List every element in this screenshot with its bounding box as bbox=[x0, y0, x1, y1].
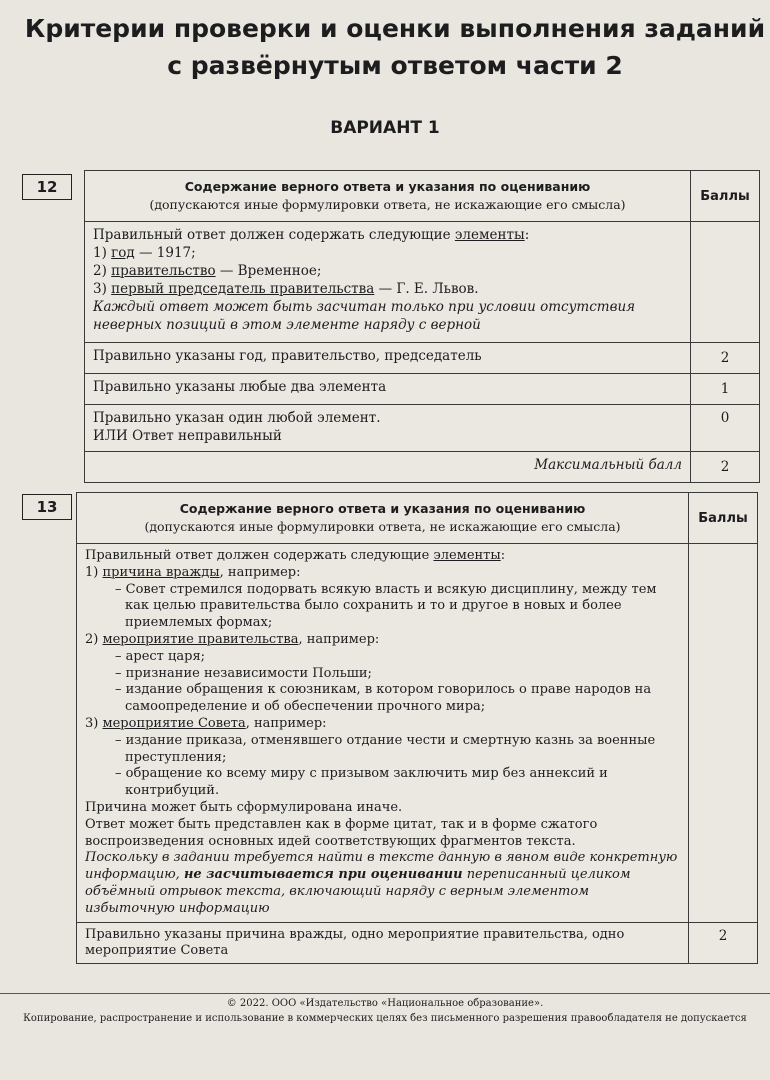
list-item: – обращение ко всему миру с призывом заключить мир без аннексий и контрибуций. bbox=[115, 766, 680, 800]
answer-element-3: 3) первый председатель правительства — Г. Е. Львов. bbox=[93, 281, 479, 297]
element-1-examples bbox=[85, 582, 680, 632]
table-header-row bbox=[77, 493, 758, 544]
answer-paragraph-3: Поскольку в задании требуется найти в тексте данную в явном виде конкретную информацию, не засчитывается при оценивании переписанный целиком объёмный отрывок текста, включающий наряду с верным элементом избыточную информацию bbox=[85, 850, 678, 916]
footer-copyright: © 2022. ООО «Издательство «Национальное образование». bbox=[226, 998, 544, 1009]
header-score-cell bbox=[691, 171, 760, 222]
list-item: – арест царя; bbox=[115, 649, 680, 666]
answer-element-2: 2) мероприятие правительства, например: bbox=[85, 631, 380, 647]
answer-score-empty bbox=[689, 544, 758, 923]
answer-intro: Правильный ответ должен содержать следующие элементы: bbox=[85, 548, 506, 563]
answer-content-cell bbox=[85, 222, 691, 343]
score-row bbox=[85, 405, 760, 452]
score-value: 2 bbox=[689, 922, 758, 963]
answer-paragraph-2: Ответ может быть представлен как в форме цитат, так и в форме сжатого воспроизведения основных идей соответствующих фрагментов текста. bbox=[85, 816, 598, 849]
max-score-row bbox=[85, 452, 760, 483]
max-score-label: Максимальный балл bbox=[85, 452, 691, 483]
footer bbox=[0, 998, 770, 1024]
list-item: – Совет стремился подорвать всякую власть и всякую дисциплину, между тем как целью правительства было сохранить и то и другое в новых и более приемлемых формах; bbox=[115, 582, 680, 632]
header-main: Содержание верного ответа и указания по оцениванию bbox=[179, 501, 586, 516]
list-item: – издание обращения к союзникам, в котором говорилось о праве народов на самоопределение и об обеспечении прочного мира; bbox=[115, 682, 680, 716]
list-item: – издание приказа, отменявшего отдание чести и смертную казнь за военные преступления; bbox=[115, 733, 680, 767]
score-row-text: Правильно указаны год, правительство, председатель bbox=[85, 343, 691, 374]
header-sub: (допускаются иные формулировки ответа, не искажающие его смысла) bbox=[144, 519, 621, 534]
answer-element-3: 3) мероприятие Совета, например: bbox=[85, 715, 327, 731]
element-3-examples bbox=[85, 733, 680, 800]
answer-content-row bbox=[77, 544, 758, 923]
list-item: – признание независимости Польши; bbox=[115, 666, 680, 683]
criteria-table-12 bbox=[84, 170, 760, 483]
header-score-cell bbox=[689, 493, 758, 544]
task-number-12: 12 bbox=[22, 174, 72, 200]
footer-notice: Копирование, распространение и использование в коммерческих целях без письменного разрешения правообладателя не допускается bbox=[23, 1013, 747, 1024]
header-main: Содержание верного ответа и указания по оцениванию bbox=[184, 179, 591, 194]
score-value: 0 bbox=[691, 405, 760, 452]
page-title bbox=[20, 10, 770, 84]
max-score-value: 2 bbox=[691, 452, 760, 483]
element-2-examples bbox=[85, 649, 680, 716]
answer-content-row bbox=[85, 222, 760, 343]
answer-note: Каждый ответ может быть засчитан только при условии отсутствия неверных позиций в этом элементе наряду с верной bbox=[93, 299, 636, 333]
variant-heading: ВАРИАНТ 1 bbox=[330, 118, 440, 138]
answer-intro: Правильный ответ должен содержать следующие элементы: bbox=[93, 227, 530, 243]
answer-element-1: 1) причина вражды, например: bbox=[85, 564, 301, 580]
header-score: Баллы bbox=[700, 188, 750, 204]
task-number-13: 13 bbox=[22, 494, 72, 520]
answer-content-cell bbox=[77, 544, 689, 923]
score-value: 1 bbox=[691, 374, 760, 405]
answer-score-empty bbox=[691, 222, 760, 343]
score-value: 2 bbox=[691, 343, 760, 374]
title-line-2: с развёрнутым ответом части 2 bbox=[167, 51, 623, 80]
header-sub: (допускаются иные формулировки ответа, не искажающие его смысла) bbox=[149, 197, 626, 212]
footer-divider bbox=[0, 993, 770, 994]
score-row-text-alt: ИЛИ Ответ неправильный bbox=[93, 428, 282, 444]
score-row-text-cell bbox=[85, 405, 691, 452]
answer-element-1: 1) год — 1917; bbox=[93, 245, 196, 261]
criteria-table-13 bbox=[76, 492, 758, 964]
table-header-row bbox=[85, 171, 760, 222]
header-content-cell bbox=[77, 493, 689, 544]
header-score: Баллы bbox=[698, 510, 748, 526]
score-row bbox=[85, 343, 760, 374]
header-content-cell bbox=[85, 171, 691, 222]
answer-paragraph-1: Причина может быть сформулирована иначе. bbox=[85, 799, 403, 815]
score-row-text: Правильно указаны любые два элемента bbox=[85, 374, 691, 405]
title-line-1: Критерии проверки и оценки выполнения заданий bbox=[24, 14, 766, 43]
score-row-text: Правильно указан один любой элемент. bbox=[93, 410, 381, 426]
answer-element-2: 2) правительство — Временное; bbox=[93, 263, 322, 279]
score-row-text: Правильно указаны причина вражды, одно мероприятие правительства, одно мероприятие Совета bbox=[77, 922, 689, 963]
score-row bbox=[77, 922, 758, 963]
score-row bbox=[85, 374, 760, 405]
